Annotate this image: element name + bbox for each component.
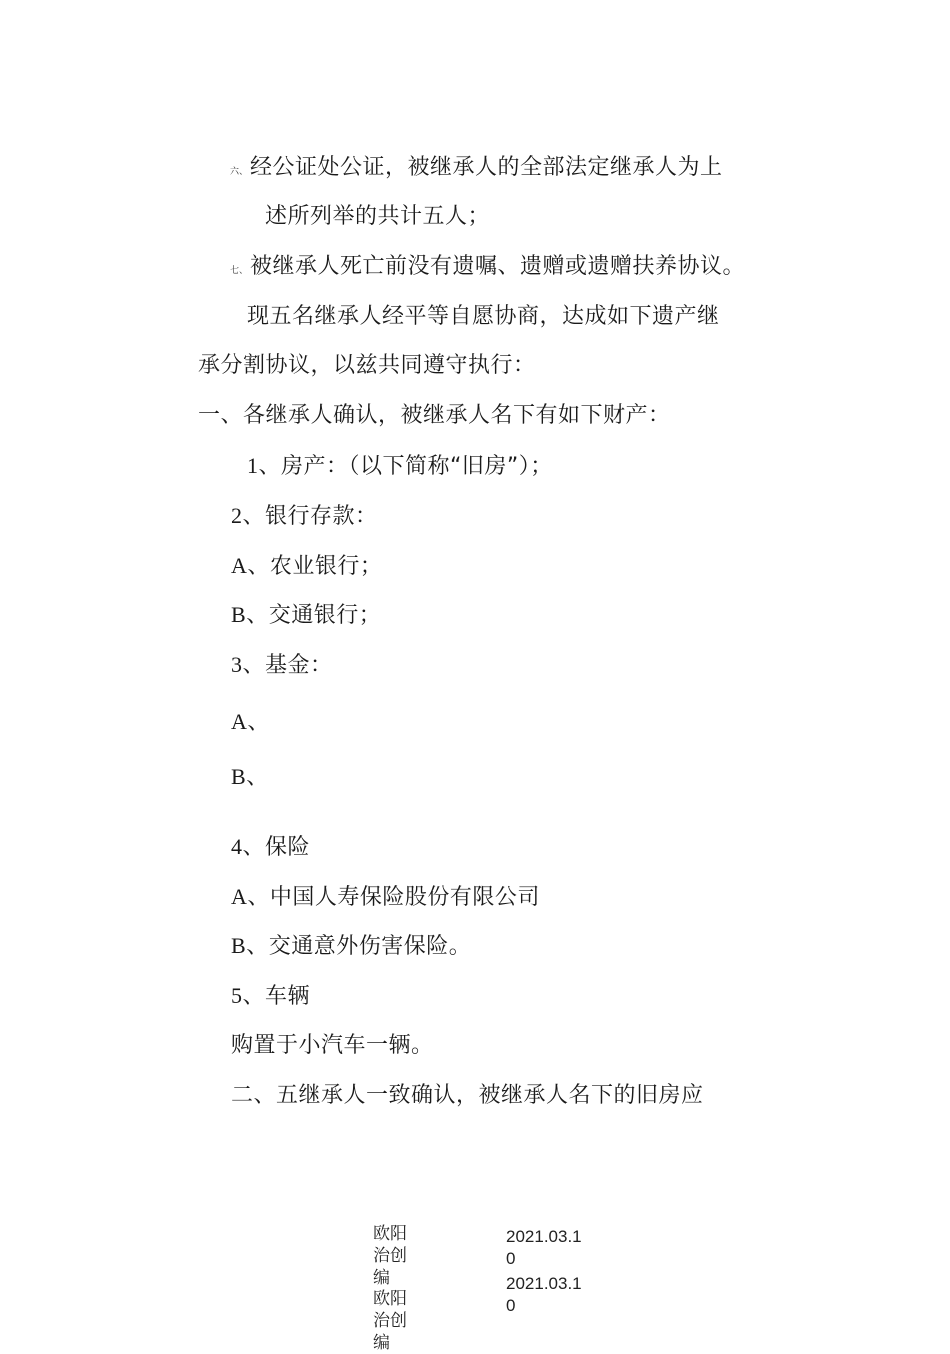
insurance-a-num: A: [231, 884, 248, 909]
insurance-a: [231, 882, 540, 913]
asset-vehicle-num: 5: [231, 983, 243, 1008]
fund-b: [231, 762, 269, 793]
asset-bank-num: 2: [231, 503, 243, 528]
item-six-text: 经公证处公证，被继承人的全部法定继承人为上: [250, 155, 723, 180]
footer-author-2: 欧阳治创编: [373, 1289, 407, 1353]
asset-bank-deposits: [231, 501, 378, 532]
item-seven: [230, 252, 745, 286]
section-one-heading: 一、各继承人确认，被继承人名下有如下财产：: [198, 403, 671, 428]
asset-fund-text: 、基金：: [242, 653, 333, 678]
footer-date-1: 2021.03.10: [506, 1227, 582, 1268]
asset-fund-num: 3: [231, 652, 243, 677]
asset-insurance-num: 4: [231, 834, 243, 859]
fund-a-num: A: [231, 709, 248, 734]
footer-author-1: 欧阳治创编: [373, 1224, 407, 1288]
asset-house-num: 1: [247, 453, 259, 478]
asset-fund: [231, 650, 333, 681]
bank-a-num: A: [231, 553, 248, 578]
agreement-intro-line-2: 承分割协议，以兹共同遵守执行：: [198, 353, 536, 378]
item-six-marker: 六、: [230, 167, 249, 177]
asset-vehicle: [231, 981, 310, 1012]
insurance-b-text: 、交通意外伤害保险。: [246, 934, 472, 959]
fund-a: [231, 707, 270, 738]
item-six-continuation: 述所列举的共计五人；: [265, 204, 491, 229]
bank-a-text: 、农业银行；: [247, 554, 383, 579]
asset-insurance: [231, 832, 310, 863]
asset-house: [247, 451, 553, 482]
agreement-intro-line-1: 现五名继承人经平等自愿协商，达成如下遗产继: [247, 304, 720, 329]
bank-b-num: B: [231, 602, 247, 627]
asset-insurance-text: 、保险: [242, 835, 311, 860]
bank-b-text: 、交通银行；: [246, 603, 382, 628]
bank-b: [231, 600, 381, 631]
section-two-heading: 二、五继承人一致确认，被继承人名下的旧房应: [231, 1083, 704, 1108]
bank-a: [231, 551, 382, 582]
asset-bank-text: 、银行存款：: [242, 504, 378, 529]
fund-b-text: 、: [246, 765, 269, 790]
item-six: [230, 153, 723, 187]
insurance-b-num: B: [231, 933, 247, 958]
fund-b-num: B: [231, 764, 247, 789]
vehicle-description: 购置于小汽车一辆。: [231, 1033, 434, 1058]
footer-date-2: 2021.03.10: [506, 1274, 582, 1315]
asset-house-text: 、房产：（以下简称“旧房”）；: [258, 454, 553, 479]
asset-vehicle-text: 、车辆: [242, 984, 311, 1009]
item-seven-marker: 七、: [230, 266, 249, 276]
insurance-a-text: 、中国人寿保险股份有限公司: [247, 885, 540, 910]
insurance-b: [231, 931, 471, 962]
fund-a-text: 、: [247, 710, 270, 735]
item-seven-text: 被继承人死亡前没有遗嘱、遗赠或遗赠扶养协议。: [250, 254, 746, 279]
